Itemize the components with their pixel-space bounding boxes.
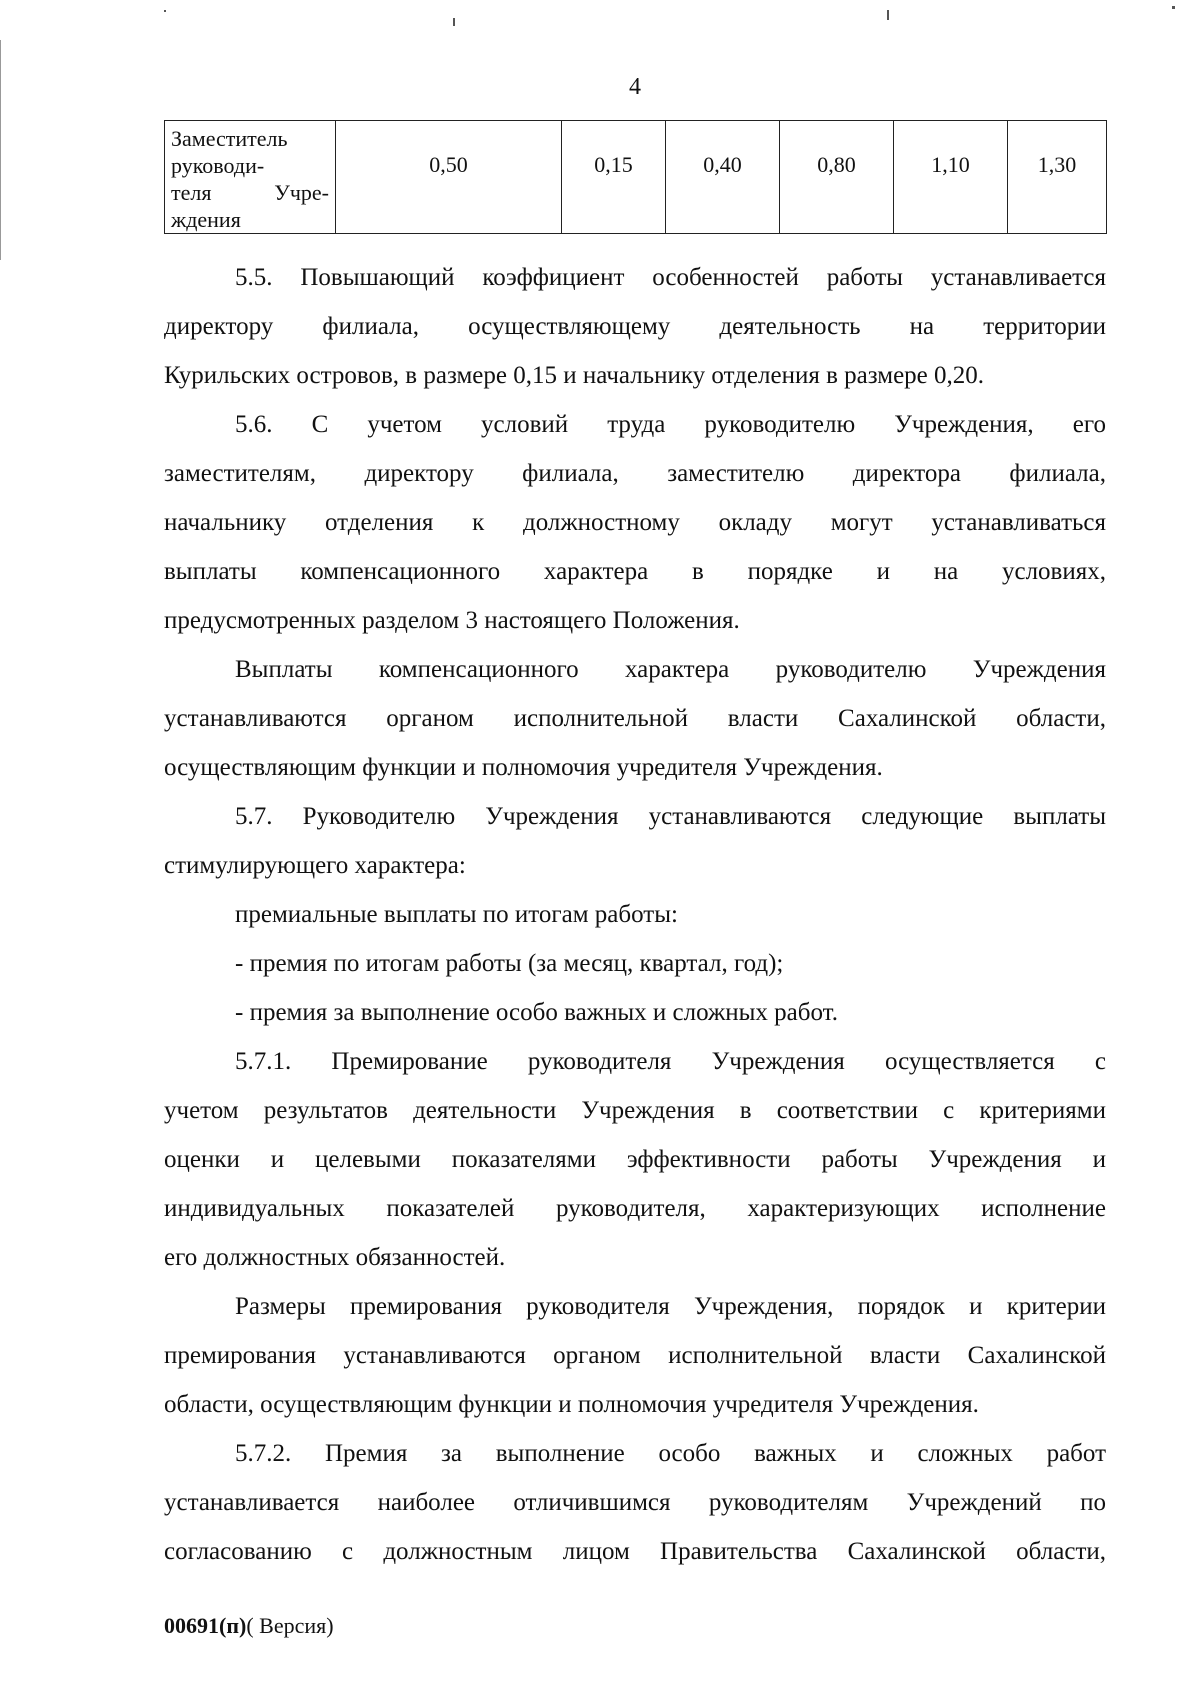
text-line: - премия за выполнение особо важных и сложных работ. [235, 999, 838, 1026]
text-line: оценки и целевыми показателями эффективности работы Учреждения и [164, 1146, 1106, 1173]
position-label-line: руководи- [171, 153, 265, 178]
document-version: ( Версия) [246, 1613, 334, 1638]
text-line: премирования устанавливаются органом исполнительной власти Сахалинской [164, 1342, 1106, 1369]
text-line: согласованию с должностным лицом Правительства Сахалинской области, [164, 1538, 1106, 1565]
position-label-line: ждения [171, 207, 241, 232]
text-line: его должностных обязанностей. [164, 1244, 506, 1271]
table-cell-value: 1,10 [894, 121, 1008, 234]
table-cell-value: 1,30 [1008, 121, 1107, 234]
table-cell-value: 0,15 [562, 121, 666, 234]
text-line: 5.7.2. Премия за выполнение особо важных и сложных работ [235, 1440, 1106, 1467]
text-line: 5.7.1. Премирование руководителя Учреждения осуществляется с [235, 1048, 1106, 1075]
table-cell-value: 0,50 [336, 121, 562, 234]
table-cell-value: 0,40 [666, 121, 780, 234]
page-number: 4 [629, 74, 641, 100]
scan-speck [453, 18, 455, 26]
scan-speck [164, 10, 166, 12]
text-line: предусмотренных разделом 3 настоящего Положения. [164, 607, 740, 634]
text-line: - премия по итогам работы (за месяц, квартал, год); [235, 950, 784, 977]
text-line: Выплаты компенсационного характера руководителю Учреждения [235, 656, 1106, 683]
text-line: индивидуальных показателей руководителя, характеризующих исполнение [164, 1195, 1106, 1222]
document-code [164, 1613, 334, 1639]
text-line: 5.7. Руководителю Учреждения устанавливаются следующие выплаты [235, 803, 1106, 830]
text-line: устанавливаются органом исполнительной власти Сахалинской области, [164, 705, 1106, 732]
scan-speck [887, 10, 889, 20]
table-cell-position [165, 121, 336, 234]
table-row [165, 121, 1107, 234]
coefficient-table [164, 120, 1107, 234]
text-line: устанавливается наиболее отличившимся руководителям Учреждений по [164, 1489, 1106, 1516]
text-line: Курильских островов, в размере 0,15 и начальнику отделения в размере 0,20. [164, 362, 985, 389]
text-line: директору филиала, осуществляющему деятельность на территории [164, 313, 1106, 340]
document-code-number: 00691(п) [164, 1613, 247, 1638]
text-line: заместителям, директору филиала, заместителю директора филиала, [164, 460, 1106, 487]
scan-edge-line [0, 40, 1, 260]
position-label-line: теля Учре- [171, 180, 329, 205]
table-cell-value: 0,80 [780, 121, 894, 234]
position-label-line: Заместитель [171, 126, 288, 151]
text-line: учетом результатов деятельности Учреждения в соответствии с критериями [164, 1097, 1106, 1124]
text-line: области, осуществляющим функции и полномочия учредителя Учреждения. [164, 1391, 979, 1418]
text-line: выплаты компенсационного характера в порядке и на условиях, [164, 558, 1106, 585]
text-line: 5.5. Повышающий коэффициент особенностей работы устанавливается [235, 264, 1106, 291]
text-line: 5.6. С учетом условий труда руководителю Учреждения, его [235, 411, 1106, 438]
text-line: премиальные выплаты по итогам работы: [235, 901, 678, 928]
text-line: начальнику отделения к должностному окладу могут устанавливаться [164, 509, 1106, 536]
text-line: Размеры премирования руководителя Учреждения, порядок и критерии [235, 1293, 1106, 1320]
text-line: осуществляющим функции и полномочия учредителя Учреждения. [164, 754, 883, 781]
text-line: стимулирующего характера: [164, 852, 466, 879]
scan-speck [1172, 6, 1175, 9]
